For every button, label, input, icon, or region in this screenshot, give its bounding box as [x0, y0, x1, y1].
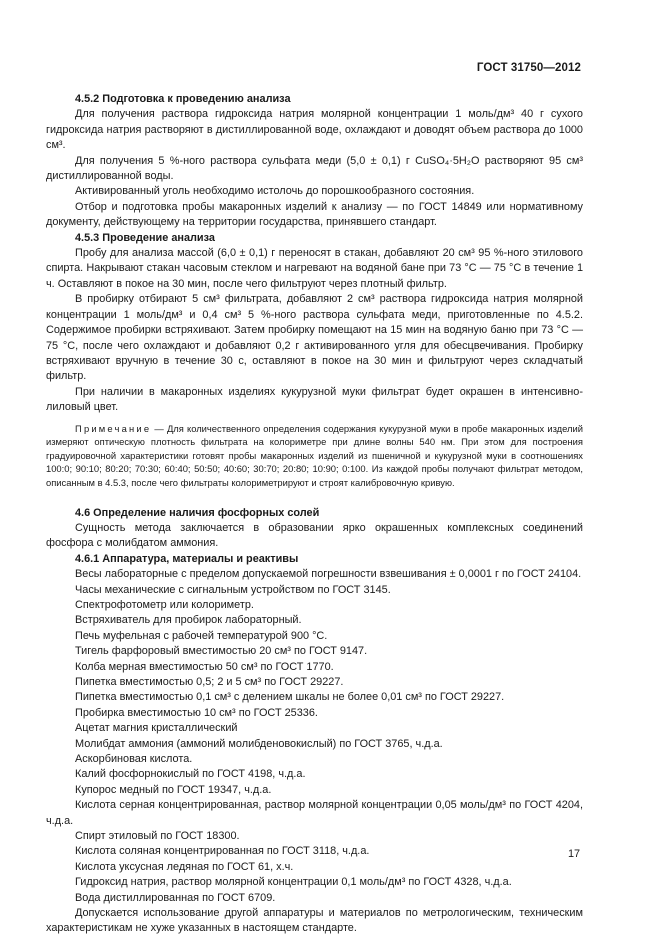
list-item: Кислота уксусная ледяная по ГОСТ 61, х.ч.	[75, 860, 294, 873]
list-item: Гидроксид натрия, раствор молярной концентрации 0,1 моль/дм³ по ГОСТ 4328, ч.д.а.	[75, 876, 512, 889]
paragraph: Для получения 5 %-ного раствора сульфата меди (5,0 ± 0,1) г CuSO₄·5H₂O растворяют 95 см³ дистиллированной воды.	[46, 154, 583, 183]
note	[46, 422, 583, 490]
list-item: Вода дистиллированная по ГОСТ 6709.	[75, 891, 276, 904]
paragraph: Активированный уголь необходимо истолочь до порошкообразного состояния.	[75, 185, 475, 198]
note-text: — Для количественного определения содержания кукурузной муки в пробе макаронных изделий измеряют оптическую плотность фильтрата на колориметре при длине волны 540 нм. При этом для построения градуировочной характеристики готовят пробы макаронных изделий из пшеничной и кукурузной муки в соотношениях 100:0; 90:10; 80:20; 70:30; 60:40; 50:50; 40:60; 30:70; 20:80; 10:90; 0:100. Из каждой пробы получают фильтрат методом, описанным в 4.5.3, после чего фильтраты колориметрируют и строят калибровочную кривую.	[46, 422, 583, 488]
list-item: Ацетат магния кристаллический	[75, 722, 238, 735]
list-item: Пробирка вместимостью 10 см³ по ГОСТ 25336.	[75, 706, 318, 719]
list-item: Спектрофотометр или колориметр.	[75, 598, 254, 611]
subsection-heading-4-5-3: 4.5.3 Проведение анализа	[75, 231, 215, 244]
section-heading-4-6: 4.6 Определение наличия фосфорных солей	[75, 506, 320, 519]
standard-designation: ГОСТ 31750—2012	[476, 62, 581, 74]
list-item: Часы механические с сигнальным устройством по ГОСТ 3145.	[75, 583, 391, 596]
paragraph: В пробирку отбирают 5 см³ фильтрата, добавляют 2 см³ раствора гидроксида натрия молярной концентрации 1 моль/дм³ и 0,4 см³ 5 %-ного раствора сульфата меди, приготовленные по 4.5.2. Содержимое пробирки встряхивают. Затем пробирку помещают на 15 мин на водяную баню при 73 °С — 75 °С, после чего охлаждают и добавляют 0,2 г активированного угля для обесцвечивания. Пробирку встряхивают вручную в течение 30 с, оставляют в покое на 30 мин и фильтруют через складчатый фильтр.	[46, 293, 583, 383]
paragraph: Отбор и подготовка пробы макаронных изделий к анализу — по ГОСТ 14849 или нормативному документу, действующему на территории государства, принявшего стандарт.	[46, 200, 583, 229]
list-item: Пипетка вместимостью 0,5; 2 и 5 см³ по ГОСТ 29227.	[75, 675, 344, 688]
list-item: Аскорбиновая кислота.	[75, 753, 193, 765]
paragraph: Пробу для анализа массой (6,0 ± 0,1) г переносят в стакан, добавляют 20 см³ 95 %-ного этилового спирта. Накрывают стакан часовым стеклом и нагревают на водяной бане при 73 °С — 75 °С в течение 1 ч. Оставляют в покое на 30 мин, после чего фильтруют через плотный фильтр.	[46, 247, 583, 290]
paragraph: При наличии в макаронных изделиях кукурузной муки фильтрат будет окрашен в интенсивно-лиловый цвет.	[46, 385, 583, 414]
paragraph: Допускается использование другой аппаратуры и материалов по метрологическим, техническим характеристикам не хуже указанных в настоящем стандарте.	[46, 907, 583, 935]
list-item: Тигель фарфоровый вместимостью 20 см³ по ГОСТ 9147.	[75, 645, 368, 658]
list-item: Калий фосфорнокислый по ГОСТ 4198, ч.д.а.	[75, 768, 306, 781]
list-item: Кислота серная концентрированная, раствор молярной концентрации 0,05 моль/дм³ по ГОСТ 4204, ч.д.а.	[46, 799, 583, 827]
list-item: Встряхиватель для пробирок лабораторный.	[75, 614, 302, 627]
list-item: Колба мерная вместимостью 50 см³ по ГОСТ 1770.	[75, 660, 334, 673]
list-item: Весы лабораторные с пределом допускаемой погрешности взвешивания ± 0,0001 г по ГОСТ 24104.	[75, 568, 582, 581]
list-item: Молибдат аммония (аммоний молибденовокислый) по ГОСТ 3765, ч.д.а.	[75, 737, 443, 750]
document-body	[46, 92, 583, 937]
list-item: Купорос медный по ГОСТ 19347, ч.д.а.	[75, 783, 272, 796]
note-label: Примечание	[75, 422, 152, 434]
paragraph: Для получения раствора гидроксида натрия молярной концентрации 1 моль/дм³ 40 г сухого гидроксида натрия растворяют в дистиллированной воде, охлаждают и доводят объем раствора до 1000 см³.	[46, 108, 583, 152]
subsection-heading-4-6-1: 4.6.1 Аппаратура, материалы и реактивы	[75, 552, 299, 565]
subsection-heading-4-5-2: 4.5.2 Подготовка к проведению анализа	[75, 93, 291, 105]
page-number: 17	[568, 848, 581, 860]
list-item: Кислота соляная концентрированная по ГОСТ 3118, ч.д.а.	[75, 845, 370, 858]
list-item: Пипетка вместимостью 0,1 см³ с делением шкалы не более 0,01 см³ по ГОСТ 29227.	[75, 691, 505, 704]
list-item: Спирт этиловый по ГОСТ 18300.	[75, 830, 240, 843]
list-item: Печь муфельная с рабочей температурой 900 °С.	[75, 629, 328, 642]
paragraph: Сущность метода заключается в образовании ярко окрашенных комплексных соединений фосфора с молибдатом аммония.	[46, 521, 583, 550]
